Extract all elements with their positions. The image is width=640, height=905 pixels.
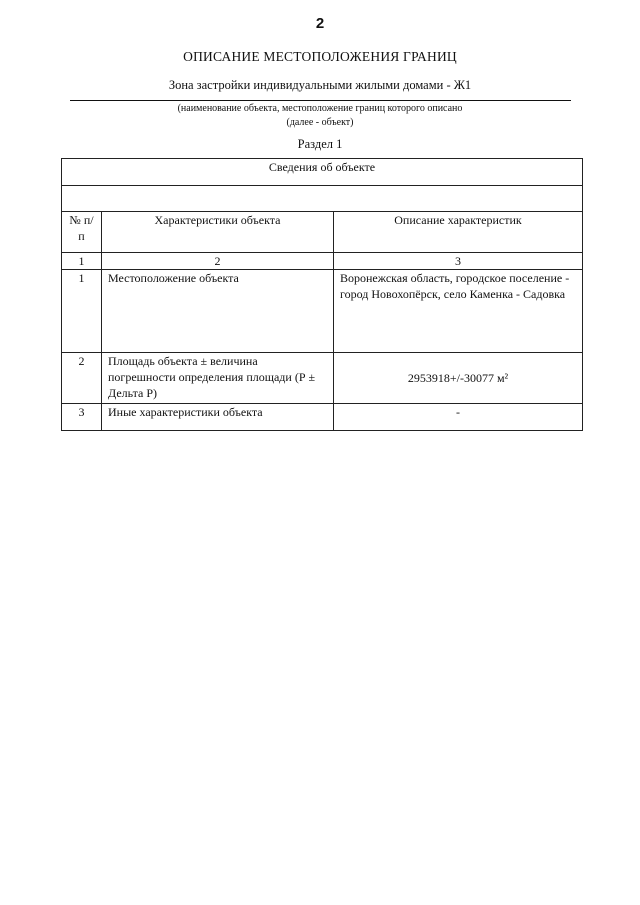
- column-index-1: 1: [62, 253, 102, 270]
- object-name-caption-line-2: (далее - объект): [286, 117, 354, 128]
- section-label: Раздел 1: [297, 137, 343, 151]
- row-description: 2953918+/-30077 м²: [334, 353, 583, 404]
- row-characteristic: Местоположение объекта: [102, 270, 334, 353]
- table-title: Сведения об объекте: [62, 159, 583, 186]
- object-name-underline: [70, 100, 571, 101]
- row-description: Воронежская область, городское поселение - город Новохопёрск, село Каменка - Садовка: [334, 270, 583, 353]
- object-name-caption-line-1: (наименование объекта, местоположение границ которого описано: [177, 103, 463, 114]
- object-info-table: [61, 158, 583, 431]
- table-empty-cell: [62, 186, 583, 212]
- document-title: ОПИСАНИЕ МЕСТОПОЛОЖЕНИЯ ГРАНИЦ: [183, 49, 457, 64]
- header-description: Описание характеристик: [334, 212, 583, 253]
- table-title-row: [62, 159, 583, 186]
- table-row: [62, 270, 583, 353]
- row-num: 2: [62, 353, 102, 404]
- table-index-row: [62, 253, 583, 270]
- header-characteristics: Характеристики объекта: [102, 212, 334, 253]
- table-empty-row: [62, 186, 583, 212]
- row-num: 3: [62, 404, 102, 431]
- row-characteristic: Иные характеристики объекта: [102, 404, 334, 431]
- table-header-row: [62, 212, 583, 253]
- column-index-2: 2: [102, 253, 334, 270]
- column-index-3: 3: [334, 253, 583, 270]
- object-name: Зона застройки индивидуальными жилыми домами - Ж1: [168, 78, 472, 92]
- table-row: [62, 404, 583, 431]
- header-num: № п/п: [62, 212, 102, 253]
- row-num: 1: [62, 270, 102, 353]
- table-row: [62, 353, 583, 404]
- page-number: 2: [315, 15, 325, 32]
- row-characteristic: Площадь объекта ± величина погрешности определения площади (Р ± Дельта Р): [102, 353, 334, 404]
- row-description: -: [334, 404, 583, 431]
